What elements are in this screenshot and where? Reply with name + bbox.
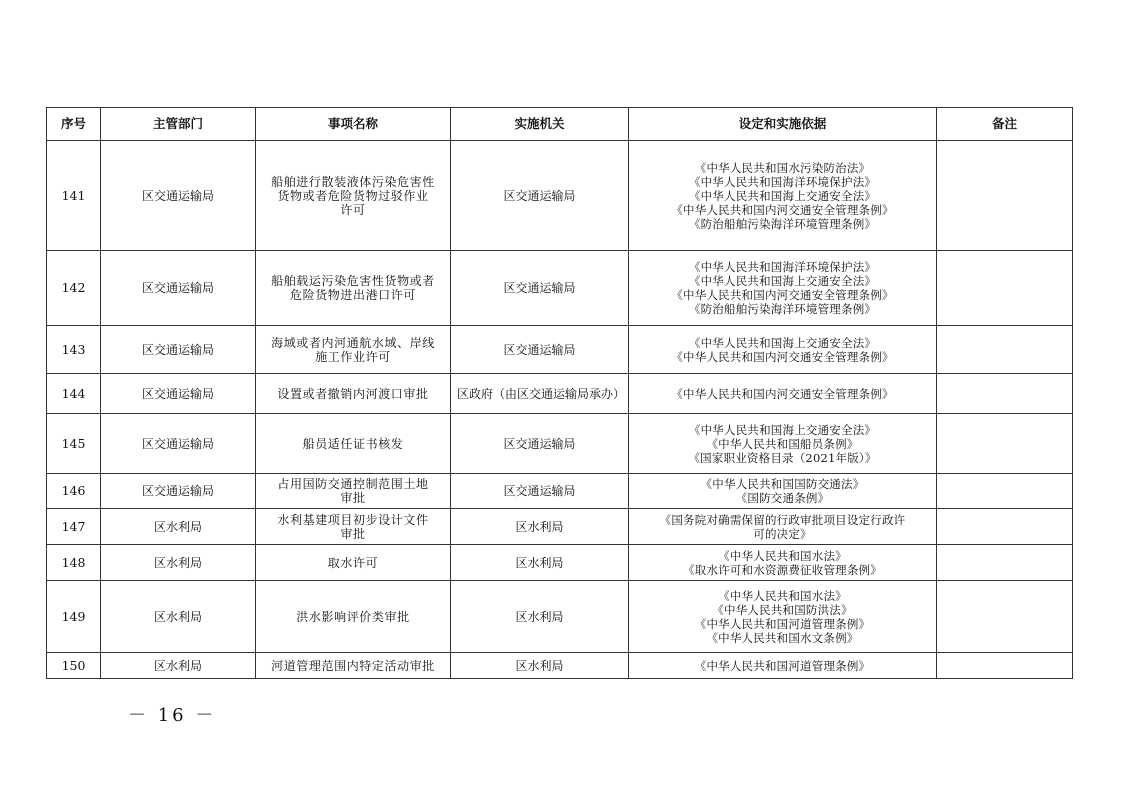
cell-basis [629,374,937,414]
cell-department: 区水利局 [101,653,256,679]
cell-agency: 区交通运输局 [451,474,629,509]
cell-department: 区水利局 [101,581,256,653]
cell-basis [629,251,937,326]
table-row [47,653,1073,679]
cell-agency: 区水利局 [451,653,629,679]
cell-department: 区水利局 [101,509,256,545]
cell-remarks [937,509,1073,545]
cell-basis [629,141,937,251]
basis-line: 《防治船舶污染海洋环境管理条例》 [688,216,877,231]
basis-line: 《取水许可和水资源费征收管理条例》 [683,562,882,577]
table-row [47,581,1073,653]
cell-department: 区交通运输局 [101,474,256,509]
basis-line: 《中华人民共和国海洋环境保护法》 [688,174,877,189]
cell-remarks [937,653,1073,679]
table-row [47,251,1073,326]
cell-agency: 区交通运输局 [451,251,629,326]
basis-line: 《防治船舶污染海洋环境管理条例》 [688,302,877,316]
basis-line: 《中华人民共和国水法》 [718,548,847,563]
cell-seq: 142 [47,251,101,326]
cell-basis [629,581,937,653]
cell-remarks [937,545,1073,581]
cell-item-name [256,653,451,679]
basis-line: 《中华人民共和国内河交通安全管理条例》 [671,386,894,401]
cell-remarks [937,251,1073,326]
header-remarks: 备注 [937,108,1073,141]
basis-line: 《中华人民共和国内河交通安全管理条例》 [671,288,894,302]
cell-agency: 区交通运输局 [451,414,629,474]
item-name-line: 占用国防交通控制范围土地 [277,477,429,491]
cell-remarks [937,141,1073,251]
basis-line: 《中华人民共和国海上交通安全法》 [688,274,877,288]
table-row [47,141,1073,251]
cell-seq: 145 [47,414,101,474]
item-name-line: 取水许可 [327,555,379,570]
approval-items-table [46,107,1073,679]
cell-remarks [937,414,1073,474]
cell-seq: 149 [47,581,101,653]
basis-line: 《国务院对确需保留的行政审批项目设定行政许 [659,512,906,527]
cell-basis [629,414,937,474]
cell-item-name [256,474,451,509]
table-row [47,545,1073,581]
item-name-line: 河道管理范围内特定活动审批 [271,658,435,673]
cell-item-name [256,326,451,374]
item-name-line: 审批 [340,526,366,541]
cell-agency: 区政府（由区交通运输局承办） [451,374,629,414]
basis-line: 《中华人民共和国防洪法》 [712,602,853,617]
basis-line: 可的决定》 [753,526,812,541]
basis-line: 《中华人民共和国河道管理条例》 [694,658,871,673]
item-name-line: 船员适任证书核发 [302,436,404,451]
item-name-line: 许可 [340,202,366,217]
header-basis: 设定和实施依据 [629,108,937,141]
cell-item-name [256,374,451,414]
item-name-line: 货物或者危险货物过驳作业 [277,188,429,203]
item-name-line: 船舶载运污染危害性货物或者 [271,274,435,288]
table-row [47,509,1073,545]
item-name-line: 危险货物进出港口许可 [289,288,416,302]
basis-line: 《中华人民共和国河道管理条例》 [694,616,871,631]
basis-line: 《中华人民共和国水法》 [718,588,847,603]
basis-line: 《中华人民共和国水污染防治法》 [694,160,871,175]
cell-basis [629,653,937,679]
cell-agency: 区水利局 [451,545,629,581]
cell-remarks [937,326,1073,374]
basis-line: 《中华人民共和国国防交通法》 [700,477,865,491]
cell-item-name [256,414,451,474]
basis-line: 《中华人民共和国水文条例》 [706,630,859,645]
cell-remarks [937,374,1073,414]
cell-agency: 区水利局 [451,509,629,545]
cell-department: 区交通运输局 [101,414,256,474]
table-header-row [47,108,1073,141]
header-seq: 序号 [47,108,101,141]
item-name-line: 水利基建项目初步设计文件 [277,512,429,527]
basis-line: 《中华人民共和国内河交通安全管理条例》 [671,202,894,217]
cell-agency: 区交通运输局 [451,141,629,251]
item-name-line: 洪水影响评价类审批 [296,609,410,624]
basis-line: 《国家职业资格目录（2021年版）》 [688,450,877,465]
basis-line: 《中华人民共和国海上交通安全法》 [688,188,877,203]
cell-item-name [256,509,451,545]
basis-line: 《中华人民共和国海上交通安全法》 [688,422,877,437]
table-row [47,414,1073,474]
basis-line: 《国防交通条例》 [735,491,830,505]
item-name-line: 审批 [340,491,366,505]
cell-basis [629,545,937,581]
cell-agency: 区交通运输局 [451,326,629,374]
cell-agency: 区水利局 [451,581,629,653]
item-name-line: 设置或者撤销内河渡口审批 [277,386,429,401]
cell-basis [629,326,937,374]
table-row [47,326,1073,374]
cell-department: 区交通运输局 [101,326,256,374]
cell-basis [629,474,937,509]
basis-line: 《中华人民共和国船员条例》 [706,436,859,451]
table-row [47,374,1073,414]
table-body [47,141,1073,679]
page-number: － 16 － [128,705,217,726]
basis-line: 《中华人民共和国海上交通安全法》 [688,335,877,350]
cell-seq: 146 [47,474,101,509]
cell-item-name [256,141,451,251]
header-item-name: 事项名称 [256,108,451,141]
cell-seq: 141 [47,141,101,251]
cell-seq: 144 [47,374,101,414]
header-department: 主管部门 [101,108,256,141]
cell-department: 区交通运输局 [101,141,256,251]
cell-item-name [256,251,451,326]
table-row [47,474,1073,509]
cell-seq: 143 [47,326,101,374]
cell-basis [629,509,937,545]
item-name-line: 施工作业许可 [315,349,391,364]
cell-department: 区交通运输局 [101,374,256,414]
cell-item-name [256,545,451,581]
cell-remarks [937,581,1073,653]
cell-seq: 147 [47,509,101,545]
header-agency: 实施机关 [451,108,629,141]
cell-department: 区水利局 [101,545,256,581]
item-name-line: 海域或者内河通航水域、岸线 [271,335,435,350]
cell-item-name [256,581,451,653]
basis-line: 《中华人民共和国内河交通安全管理条例》 [671,349,894,364]
basis-line: 《中华人民共和国海洋环境保护法》 [688,260,877,274]
cell-remarks [937,474,1073,509]
cell-seq: 150 [47,653,101,679]
cell-department: 区交通运输局 [101,251,256,326]
cell-seq: 148 [47,545,101,581]
item-name-line: 船舶进行散装液体污染危害性 [271,174,435,189]
